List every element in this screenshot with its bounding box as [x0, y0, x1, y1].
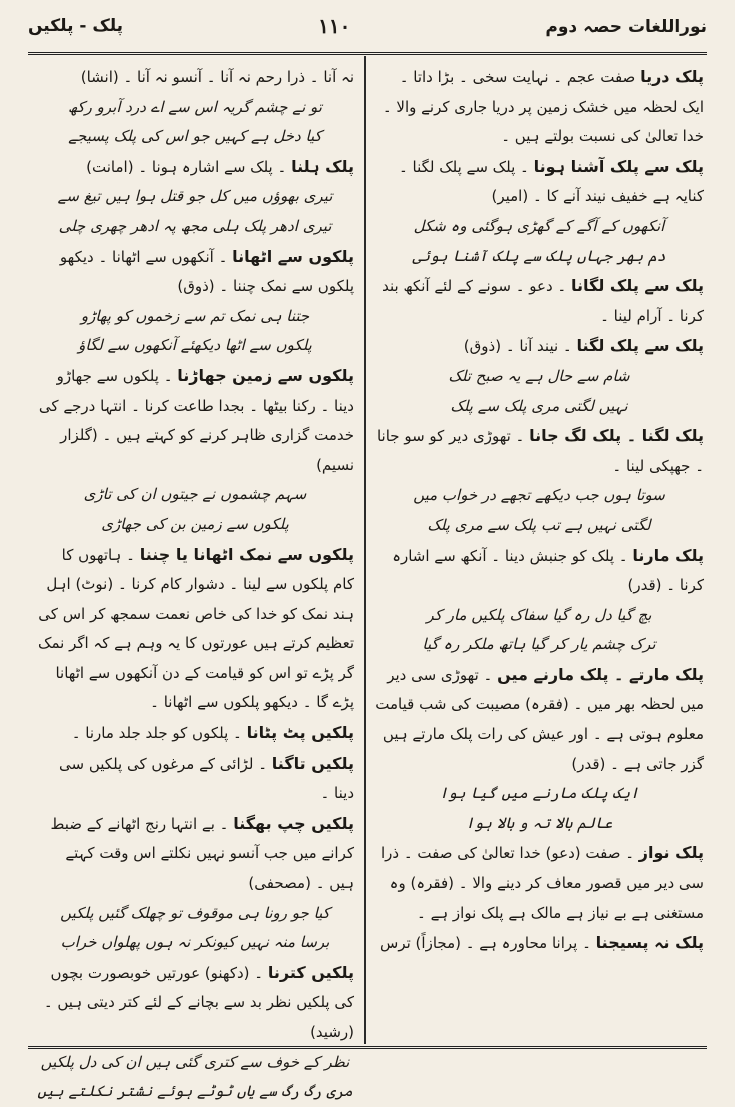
verse-line: جتنا ہی نمک تم سے زخموں کو پھاڑو — [80, 306, 310, 325]
dictionary-entry — [374, 331, 704, 362]
verse-line: تو نے چشم گریہ اس سے اے درد آبرو رکھ — [68, 97, 322, 116]
entry-definition: ۔ دعو ۔ سونے کے لئے آنکھ بند کرنا ۔ آرام لینا ۔ — [382, 277, 704, 325]
verse-line: ترک چشم یار کر گیا ہاتھ ملکر رہ گیا — [422, 635, 656, 654]
verse-line: ایک پلک مارنے میں گیا ہوا — [439, 784, 639, 803]
entry-definition: ۔ تھوڑی دیر کو سو جانا ۔ جھپکی لینا ۔ — [376, 427, 704, 475]
entry-definition: ۔ صفت (دعو) خدا تعالیٰ کی صفت ۔ ذرا سی دیر میں قصور معاف کر دینے والا ۔ (فقرہ) وہ مستغنی ہے بے نیاز ہے مالک ہے پلک نواز ہے ۔ — [380, 844, 704, 922]
dictionary-entry — [374, 62, 704, 152]
entry-headword: پلکیں تاگنا — [271, 753, 354, 773]
dictionary-entry — [374, 152, 704, 212]
verse-line: بچ گیا دل رہ گیا سفاک پلکیں مار کر — [426, 605, 652, 624]
verse-line: سوتا ہوں جب دیکھے تجھے در خواب میں — [413, 486, 665, 505]
dictionary-entry — [374, 660, 704, 779]
entry-headword: پلکوں سے اٹھانا — [232, 246, 354, 266]
verse-line: عالم بالا تہ و بالا ہوا — [465, 813, 613, 832]
verse-line: پلکوں سے زمین بن کی جھاڑی — [101, 514, 289, 533]
entry-definition: ۔ پرانا محاورہ ہے ۔ (مجازاً) ترس — [380, 934, 596, 953]
entry-headword: پلک سے پلک لگنا — [576, 336, 704, 356]
dictionary-entry — [36, 361, 354, 480]
left-column — [36, 62, 354, 1101]
entry-headword: پلک سے پلک لگانا — [571, 276, 704, 296]
entry-headword: پلک مارنا — [632, 545, 704, 565]
dictionary-entry — [36, 718, 354, 749]
catchword: پلک - پلکیں — [28, 16, 124, 36]
entry-headword: پلکوں سے نمک اٹھانا یا چننا — [139, 544, 354, 564]
dictionary-entry — [36, 242, 354, 302]
dictionary-entry — [374, 421, 704, 481]
entry-definition: نہ آنا ۔ ذرا رحم نہ آنا ۔ آنسو نہ آنا ۔ (انشا) — [80, 68, 354, 86]
dictionary-entry — [36, 152, 354, 183]
verse-line: تیری بھوؤں میں کل جو قتل ہوا ہیں تیغ سے — [57, 187, 333, 206]
dictionary-entry — [36, 62, 354, 93]
dictionary-entry — [374, 838, 704, 928]
entry-definition: ۔ آنکھوں سے اٹھانا ۔ دیکھو پلکوں سے نمک چننا ۔ (ذوق) — [59, 247, 354, 296]
entry-definition: ۔ بے انتہا رنج اٹھانے کے ضبط کرانے میں جب آنسو نہیں نکلتے اس وقت کہتے ہیں ۔ (مصحفی) — [50, 814, 354, 893]
entry-definition: صفت عجم ۔ نہایت سخی ۔ بڑا داتا ۔ ایک لحظہ میں خشک زمین پر دریا جاری کرنے والا ۔ خدا تعالیٰ کی نسبت بولتے ہیں ۔ — [382, 68, 704, 146]
verse-line: دم بھر جہاں پلک سے پلک آشنا ہوئی — [412, 246, 666, 265]
verse-line: شام سے حال ہے یہ صبح تلک — [448, 366, 630, 385]
page-number: ۱۱۰ — [318, 14, 351, 38]
entry-headword: پلک نواز — [638, 843, 704, 863]
entry-definition: ۔ پلکوں سے جھاڑو دینا ۔ رکنا بیٹھا ۔ بجدا طاعت کرنا ۔ انتہا درجے کی خدمت گزاری ظاہر کرنے کو کہتے ہیں ۔ (گلزار نسیم) — [38, 366, 354, 474]
verse-line: نظر کے خوف سے کتری گئی ہیں ان کی دل پلکیں — [40, 1052, 350, 1071]
dictionary-entry — [36, 540, 354, 719]
entry-headword: پلک نہ پسیجنا — [595, 933, 704, 953]
verse-line: تیری ادھر پلک ہلی مجھ پہ ادھر چھری چلی — [58, 216, 332, 235]
book-title: نوراللغات حصہ دوم — [545, 16, 707, 37]
right-column — [374, 62, 704, 1042]
entry-definition: ۔ نیند آنا ۔ (ذوق) — [463, 337, 577, 356]
dictionary-entry — [374, 541, 704, 601]
entry-headword: پلکیں کترنا — [267, 962, 354, 982]
verse-line: پلکوں سے اٹھا دیکھئے آنکھوں سے لگاؤ — [78, 336, 312, 355]
entry-definition: ۔ پلک سے پلک لگنا ۔ کنایہ ہے خفیف نیند آنے کا ۔ (امیر) — [398, 157, 704, 206]
entry-definition: ۔ تھوڑی سی دیر میں لحظہ بھر میں ۔ (فقرہ) مصیبت کی شب قیامت معلوم ہوتی ہے ۔ اور عیش کی رات پلک مارتے ہیں گزر جاتی ہے ۔ (قدر) — [375, 665, 704, 773]
entry-definition: ۔ پلک سے اشارہ ہونا ۔ (امانت) — [86, 157, 292, 176]
entry-headword: پلکوں سے زمین جھاڑنا — [177, 365, 354, 385]
bottom-rule — [28, 1046, 707, 1049]
entry-definition: ۔ (دکھنو) عورتیں خوبصورت بچوں کی پلکیں نظر بد سے بچانے کے لئے کتر دیتی ہیں ۔ (رشید) — [43, 963, 354, 1041]
verse-line: آنکھوں کے آگے کے گھڑی ہوگئی وہ شکل — [413, 216, 665, 235]
entry-definition: ۔ پلک کو جنبش دینا ۔ آنکھ سے اشارہ کرنا ۔ (قدر) — [392, 546, 704, 595]
top-rule — [28, 52, 707, 55]
entry-definition: ۔ لڑائی کے مرغوں کی پلکیں سی دینا ۔ — [59, 754, 354, 803]
dictionary-entry — [374, 928, 704, 959]
entry-headword: پلک لگنا ۔ پلک لگ جانا — [529, 426, 704, 446]
entry-headword: پلک ہلنا — [291, 156, 354, 176]
verse-line: مری رگ رگ سے یاں ٹوٹے ہوئے نشتر نکلتے ہیں — [37, 1082, 353, 1101]
entry-headword: پلک سے پلک آشنا ہونا — [533, 156, 704, 176]
verse-line: کیا دخل ہے کہیں جو اس کی پلک پسیجے — [68, 127, 322, 146]
dictionary-entry — [36, 958, 354, 1048]
entry-definition: ۔ پلکوں کو جلد جلد مارنا ۔ — [71, 724, 247, 743]
dictionary-entry — [36, 749, 354, 809]
column-divider — [364, 56, 366, 1044]
verse-line: لگتی نہیں ہے تب پلک سے مری پلک — [427, 515, 651, 534]
dictionary-entry — [36, 809, 354, 899]
entry-headword: پلکیں چپ بھگنا — [233, 813, 354, 833]
page-header — [28, 6, 707, 46]
entry-headword: پلکیں پٹ پٹانا — [246, 723, 354, 743]
dictionary-entry — [374, 271, 704, 331]
entry-definition: ۔ ہاتھوں کا کام پلکوں سے لینا ۔ دشوار کام کرنا ۔ (نوٹ) اہل ہند نمک کو خدا کی خاص نعمت سمجھ کر اس کی تعظیم کرتے ہیں عورتوں کا یہ وہم ہے کہ اگر نمک گر پڑے تو اس کو قیامت کے دن آنکھوں سے اٹھانا پڑے گا ۔ دیکھو پلکوں سے اٹھانا ۔ — [38, 545, 354, 712]
verse-line: نہیں لگتی مری پلک سے پلک — [450, 396, 628, 415]
verse-line: سہم چشموں نے جیتوں ان کی تاڑی — [83, 485, 307, 504]
verse-line: کیا جو رونا ہی موقوف تو چھلک گئیں پلکیں — [60, 903, 330, 922]
entry-headword: پلک مارتے ۔ پلک مارنے میں — [497, 664, 704, 684]
verse-line: برسا منہ نہیں کیونکر نہ ہوں پھلواں خراب — [60, 933, 330, 952]
entry-headword: پلک دریا — [640, 67, 704, 86]
